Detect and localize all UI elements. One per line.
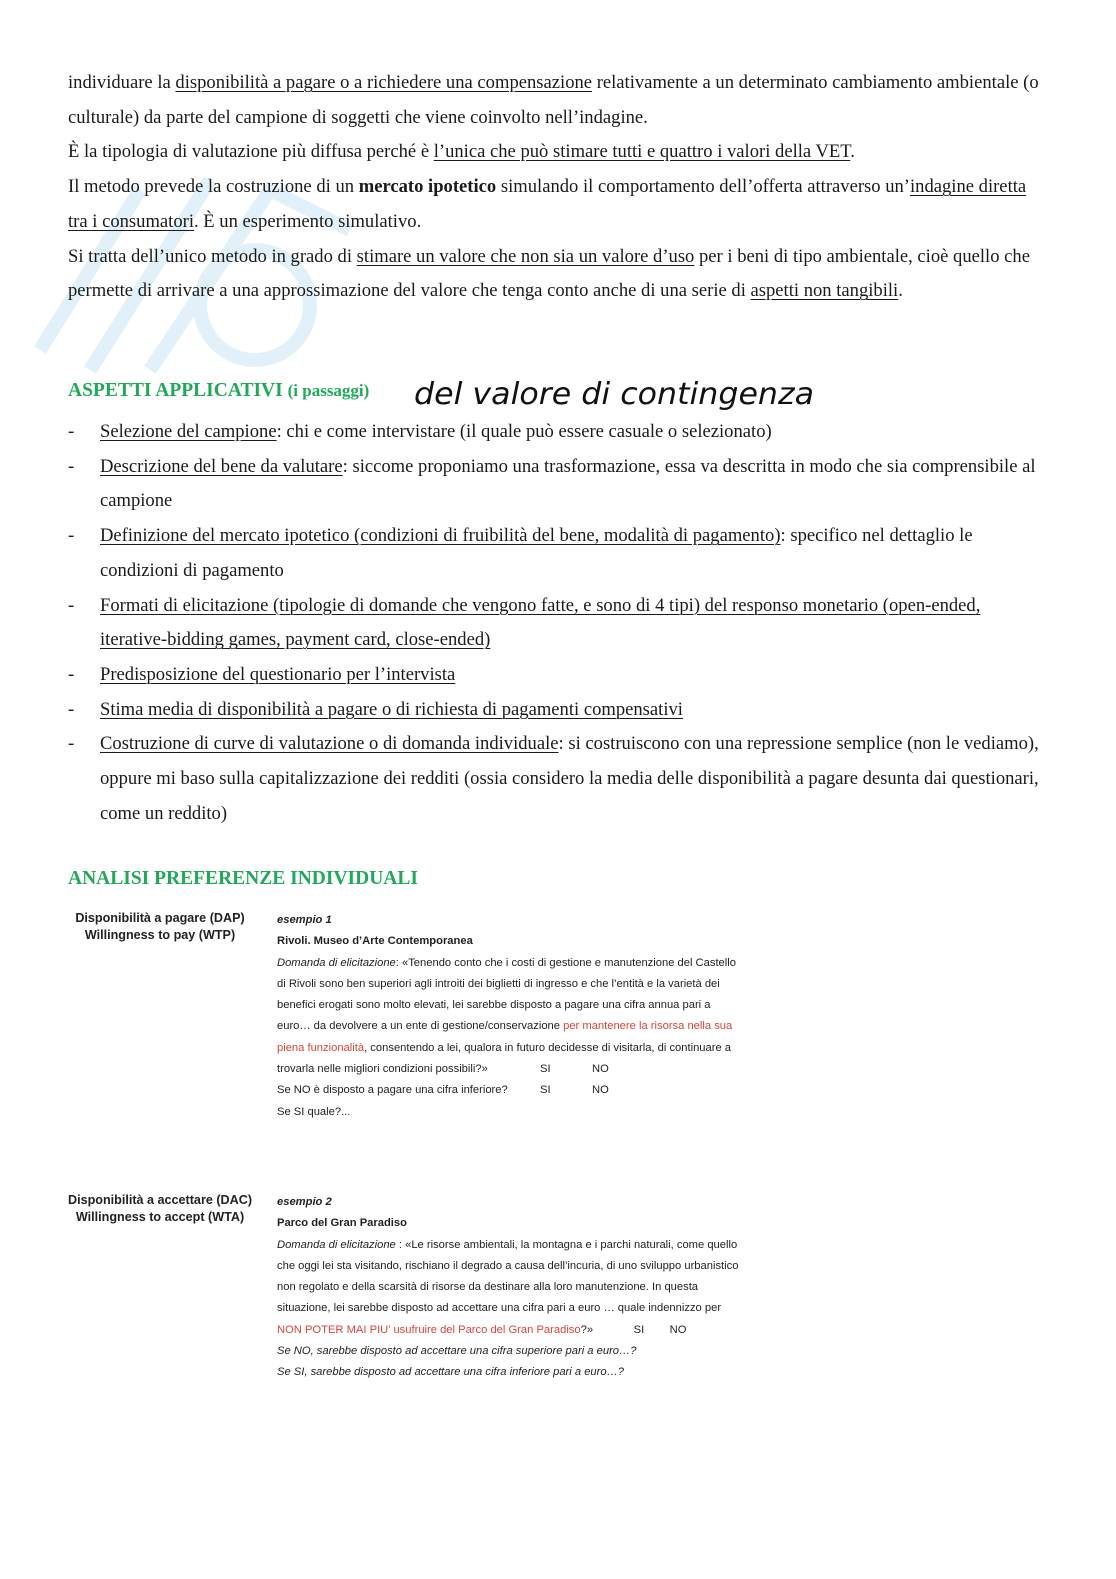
- list-item: - Descrizione del bene da valutare: siccome proponiamo una trasformazione, essa va descritta in modo che sia comprensibile al campione: [68, 455, 1036, 512]
- steps-list: [68, 415, 1043, 831]
- list-item: - Formati di elicitazione (tipologie di domande che vengono fatte, e sono di 4 tipi) del responso monetario (open-ended, iterative-bidding games, payment card, close-ended): [68, 594, 981, 651]
- section-heading-analisi: ANALISI PREFERENZE INDIVIDUALI: [68, 868, 418, 889]
- example-1-body: esempio 1 Rivoli. Museo d’Arte Contemporanea Domanda di elicitazione: «Tenendo conto che i costi di gestione e manutenzione del Castello di Rivoli sono ben superiori agli introiti dei biglietti di ingresso e che l’entità e la varietà dei benefici erogati sono molto elevati, lei sarebbe disposto a pagare una cifra annua pari a euro… da devolvere a un ente di gestione/conservazione per mantenere la risorsa nella sua piena funzionalità, consentendo a lei, qualora in futuro decidesse di visitarla, di continuare a trovarla nelle migliori condizioni possibili?» SI NO Se NO è disposto a pagare una cifra inferiore? SI NO Se SI quale?...: [277, 914, 736, 1118]
- handwritten-note: [412, 370, 822, 414]
- example-2-body: esempio 2 Parco del Gran Paradiso Domanda di elicitazione : «Le risorse ambientali, la montagna e i parchi naturali, come quello che oggi lei sta visitando, rischiano il degrado a causa dell’incuria, di uno sviluppo urbanistico non regolato e della scarsità di risorse da destinare alla loro manutenzione. In questa situazione, lei sarebbe disposto ad accettare una cifra pari a euro … quale indennizzo per NON POTER MAI PIU’ usufruire del Parco del Gran Paradiso?» SI NO Se NO, sarebbe disposto ad accettare una cifra superiore pari a euro…? Se SI, sarebbe disposto ad accettare una cifra inferiore pari a euro…?: [277, 1196, 739, 1379]
- section-heading-aspetti: ASPETTI APPLICATIVI (i passaggi): [68, 380, 370, 401]
- svg-text:del valore di contingenza: del valore di contingenza: [414, 377, 814, 412]
- intro-paragraphs: [68, 66, 1043, 309]
- list-item: - Selezione del campione: chi e come intervistare (il quale può essere casuale o selezionato): [68, 421, 772, 442]
- example-2-label: Disponibilità a accettare (DAC) Willingness to accept (WTA): [67, 1193, 253, 1224]
- paragraph-1: individuare la disponibilità a pagare o a richiedere una compensazione relativamente a un determinato cambiamento ambientale (o culturale) da parte del campione di soggetti che viene coinvolto nell’indagine.: [68, 72, 1039, 128]
- paragraph-4: Si tratta dell’unico metodo in grado di stimare un valore che non sia un valore d’uso per i beni di tipo ambientale, cioè quello che permette di arrivare a una approssimazione del valore che tenga conto anche di una serie di aspetti non tangibili.: [68, 245, 1030, 302]
- list-item: - Predisposizione del questionario per l’intervista: [68, 663, 456, 685]
- example-1-label: Disponibilità a pagare (DAP) Willingness to pay (WTP): [75, 911, 245, 942]
- paragraph-3: Il metodo prevede la costruzione di un mercato ipotetico simulando il comportamento dell’offerta attraverso un’indagine diretta tra i consumatori. È un esperimento simulativo.: [68, 176, 1027, 232]
- paragraph-2: È la tipologia di valutazione più diffusa perché è l’unica che può stimare tutti e quattro i valori della VET.: [68, 141, 855, 163]
- list-item: - Costruzione di curve di valutazione o di domanda individuale: si costruiscono con una repressione semplice (non le vediamo), oppure mi baso sulla capitalizzazione dei redditi (ossia considero la media delle disponibilità a pagare desunta dai questionari, come un reddito): [68, 733, 1039, 824]
- list-item: - Stima media di disponibilità a pagare o di richiesta di pagamenti compensativi: [68, 698, 683, 720]
- list-item: - Definizione del mercato ipotetico (condizioni di fruibilità del bene, modalità di pagamento): specifico nel dettaglio le condizioni di pagamento: [68, 525, 973, 581]
